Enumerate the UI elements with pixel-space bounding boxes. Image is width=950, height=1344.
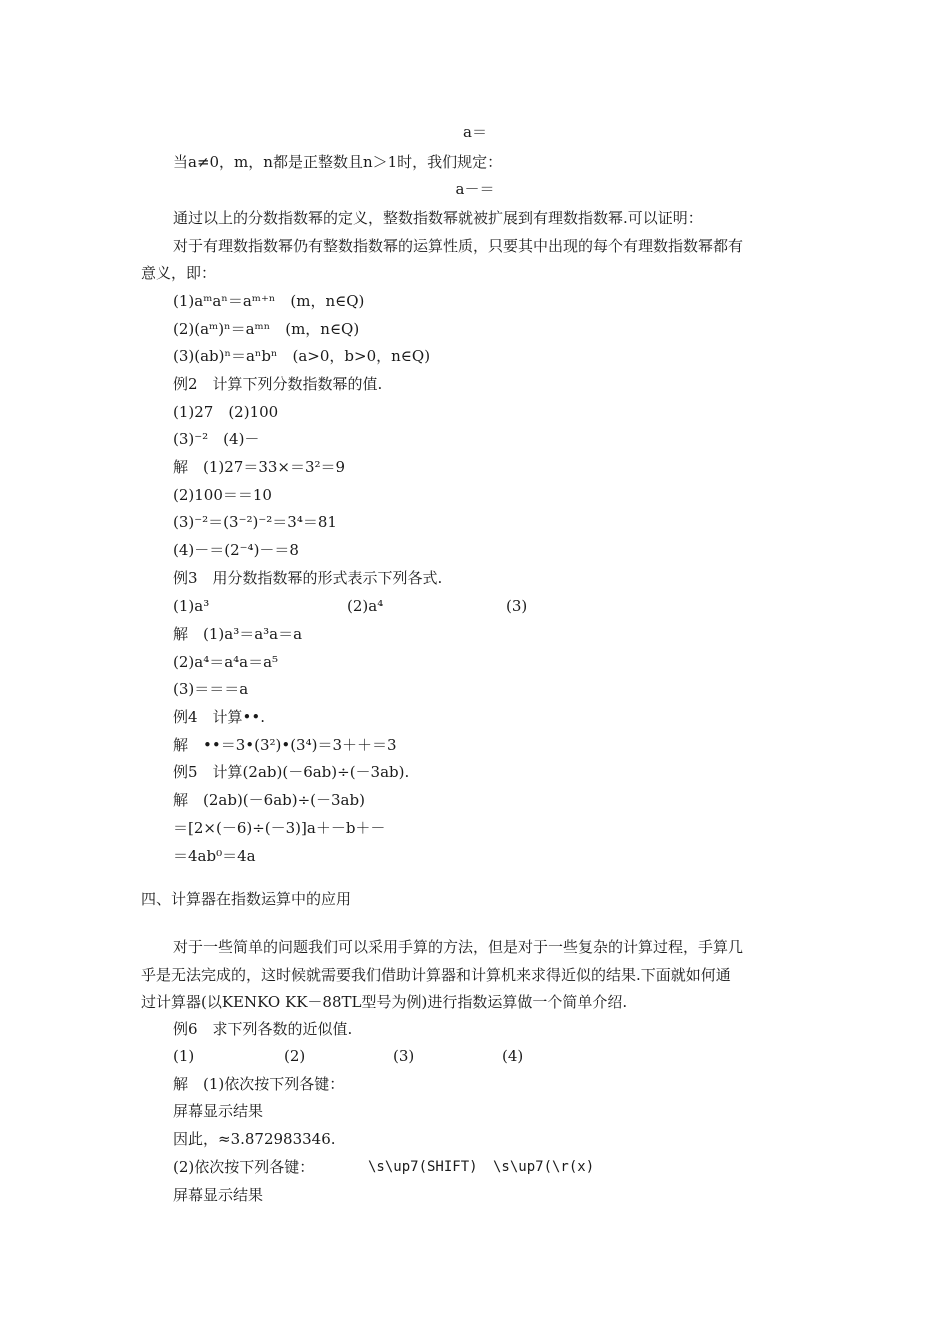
solution-line: (2)a⁴＝a⁴a＝a⁵ bbox=[173, 653, 279, 671]
solution-line: 解 (1)a³＝a³a＝a bbox=[173, 625, 303, 643]
solution-line: (3)＝＝＝a bbox=[173, 680, 249, 698]
example-item-2: (2) bbox=[284, 1047, 306, 1065]
solution-line: 解 ••＝3•(3²)•(3⁴)＝3＋＋＝3 bbox=[173, 736, 397, 754]
definition-sentence: 当a≠0，m，n都是正整数且n＞1时，我们规定： bbox=[173, 153, 503, 171]
solution-line: 解 (2ab)(－6ab)÷(－3ab) bbox=[173, 791, 365, 809]
paragraph-line: 乎是无法完成的，这时候就需要我们借助计算器和计算机来求得近似的结果.下面就如何通 bbox=[141, 966, 731, 984]
solution-line: 屏幕显示结果 bbox=[173, 1186, 264, 1204]
solution-line: 解 (1)依次按下列各键： bbox=[173, 1075, 345, 1093]
example-item-4: (4) bbox=[502, 1047, 524, 1065]
solution-line: (3)⁻²＝(3⁻²)⁻²＝3⁴＝81 bbox=[173, 513, 337, 531]
example-5-heading: 例5 计算(2ab)(－6ab)÷(－3ab). bbox=[173, 763, 410, 781]
paragraph-line: 对于一些简单的问题我们可以采用手算的方法，但是对于一些复杂的计算过程，手算几 bbox=[173, 938, 744, 956]
example-line: (3)⁻² (4)－ bbox=[173, 430, 260, 448]
property-2: (2)(aᵐ)ⁿ＝aᵐⁿ (m，n∈Q) bbox=[173, 320, 360, 338]
example-line: (1)27 (2)100 bbox=[173, 403, 279, 421]
example-item-3: (3) bbox=[506, 597, 528, 615]
solution-line: 解 (1)27＝33×＝3²＝9 bbox=[173, 458, 346, 476]
formula-line-2: a－＝ bbox=[455, 180, 495, 198]
property-1: (1)aᵐaⁿ＝aᵐ⁺ⁿ (m，n∈Q) bbox=[173, 292, 365, 310]
property-3: (3)(ab)ⁿ＝aⁿbⁿ (a>0，b>0，n∈Q) bbox=[173, 347, 431, 365]
paragraph-line: 通过以上的分数指数幂的定义，整数指数幂就被扩展到有理数指数幂.可以证明： bbox=[173, 209, 703, 227]
calculator-key-shift: \s\up7(SHIFT) bbox=[368, 1159, 478, 1175]
example-4-heading: 例4 计算••. bbox=[173, 708, 266, 726]
paragraph-line: 过计算器(以KENKO KK－88TL型号为例)进行指数运算做一个简单介绍. bbox=[141, 993, 628, 1011]
solution-line: (2)100＝＝10 bbox=[173, 486, 272, 504]
solution-line: (2)依次按下列各键： bbox=[173, 1158, 315, 1176]
example-3-heading: 例3 用分数指数幂的形式表示下列各式. bbox=[173, 569, 443, 587]
solution-line: ＝[2×(－6)÷(－3)]a＋－b＋－ bbox=[173, 819, 386, 837]
paragraph-line: 意义，即： bbox=[141, 264, 217, 282]
solution-line: (4)－＝(2⁻⁴)－＝8 bbox=[173, 541, 299, 559]
solution-line: 因此，≈3.872983346. bbox=[173, 1130, 336, 1148]
example-item-1: (1)a³ bbox=[173, 597, 210, 615]
calculator-key-root: \s\up7(\r(x) bbox=[493, 1159, 595, 1175]
example-item-3: (3) bbox=[393, 1047, 415, 1065]
example-item-2: (2)a⁴ bbox=[347, 597, 384, 615]
formula-line-1: a＝ bbox=[463, 123, 487, 141]
solution-line: 屏幕显示结果 bbox=[173, 1102, 264, 1120]
example-2-heading: 例2 计算下列分数指数幂的值. bbox=[173, 375, 383, 393]
example-6-heading: 例6 求下列各数的近似值. bbox=[173, 1020, 353, 1038]
section-heading: 四、计算器在指数运算中的应用 bbox=[141, 890, 352, 908]
example-item-1: (1) bbox=[173, 1047, 195, 1065]
solution-line: ＝4ab⁰＝4a bbox=[173, 847, 256, 865]
paragraph-line: 对于有理数指数幂仍有整数指数幂的运算性质，只要其中出现的每个有理数指数幂都有 bbox=[173, 237, 744, 255]
